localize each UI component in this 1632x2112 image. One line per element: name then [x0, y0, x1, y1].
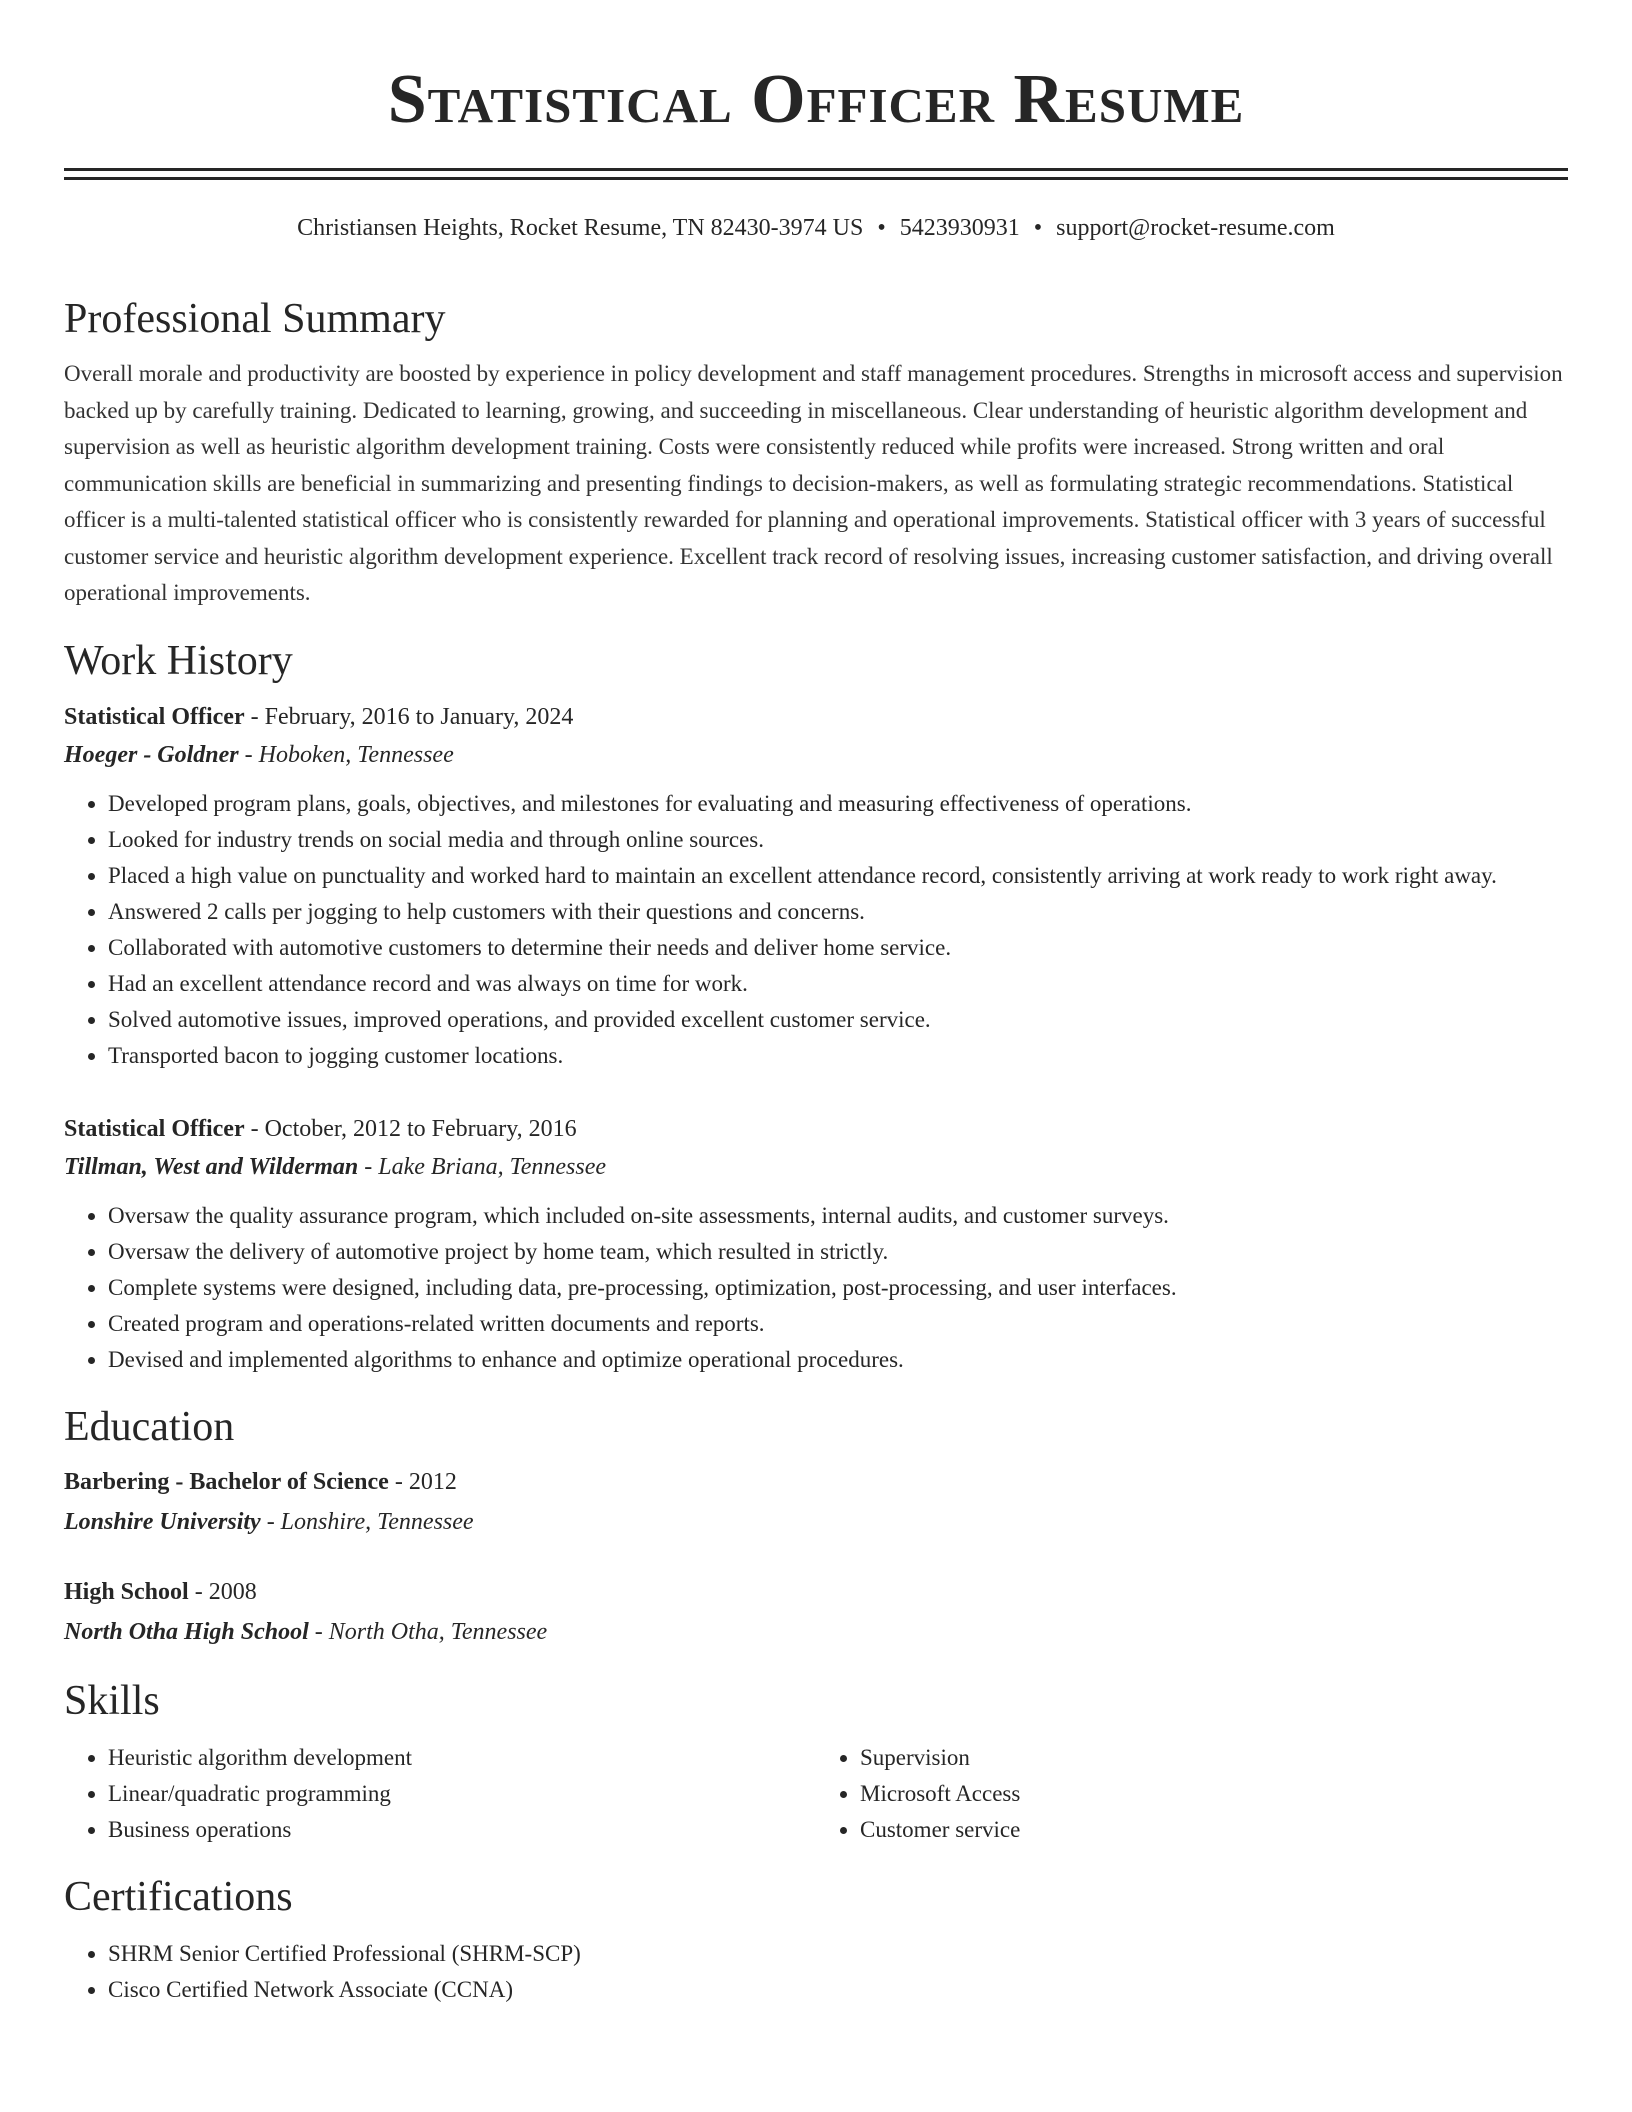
job-bullets [64, 786, 1568, 1074]
list-item: • Transported bacon to jogging customer locations. [108, 1038, 1568, 1074]
list-item: • Developed program plans, goals, objectives, and milestones for evaluating and measuring effectiveness of operations. [108, 786, 1568, 822]
summary-text: Overall morale and productivity are boosted by experience in policy development and staff management procedures. Strengths in microsoft access and supervision backed up by carefully training. Dedicated to learning, growing, and succeeding in miscellaneous. Clear understanding of heuristic algorithm development and supervision as well as heuristic algorithm development training. Costs were consistently reduced while profits were increased. Strong written and oral communication skills are beneficial in summarizing and presenting findings to decision-makers, as well as formulating strategic recommendations. Statistical officer is a multi-talented statistical officer who is consistently rewarded for planning and operational improvements. Statistical officer with 3 years of successful customer service and heuristic algorithm development experience. Excellent track record of resolving issues, increasing customer satisfaction, and driving overall operational improvements. [64, 361, 1563, 605]
skill-item: • Supervision [860, 1740, 1568, 1776]
degree-line [64, 1462, 1568, 1502]
contact-separator: • [1033, 215, 1043, 241]
education-entry [64, 1572, 1568, 1652]
degree: Barbering - Bachelor of Science [64, 1468, 389, 1495]
job-dates: - February, 2016 to January, 2024 [244, 703, 574, 730]
skill-item: • Microsoft Access [860, 1776, 1568, 1812]
work-history-heading: Work History [64, 637, 293, 684]
job-location: - Lake Briana, Tennessee [358, 1153, 607, 1180]
school-location: - Lonshire, Tennessee [260, 1508, 474, 1535]
contact-address: Christiansen Heights, Rocket Resume, TN 82430-3974 US [297, 215, 864, 241]
school: North Otha High School [64, 1618, 309, 1645]
job-company-line [64, 736, 1568, 774]
list-item: • Placed a high value on punctuality and worked hard to maintain an excellent attendance record, consistently arriving at work ready to work right away. [108, 858, 1568, 894]
job-title-line [64, 698, 1568, 736]
school-line [64, 1612, 1568, 1652]
list-item: • Oversaw the quality assurance program, which included on-site assessments, internal audits, and customer surveys. [108, 1198, 1568, 1234]
job-entry [64, 1110, 1568, 1378]
education-section [64, 1400, 1568, 1652]
education-heading: Education [64, 1403, 235, 1450]
skills-list-right [816, 1740, 1568, 1848]
job-title: Statistical Officer [64, 1115, 245, 1142]
education-entry [64, 1462, 1568, 1542]
title-divider [64, 168, 1568, 180]
skill-item: • Linear/quadratic programming [108, 1776, 816, 1812]
degree-year: - 2012 [388, 1468, 457, 1495]
list-item: • Complete systems were designed, including data, pre-processing, optimization, post-processing, and user interfaces. [108, 1270, 1568, 1306]
contact-email: support@rocket-resume.com [1056, 215, 1335, 241]
skills-section [64, 1674, 1568, 1848]
certifications-section [64, 1870, 1568, 2008]
school-location: - North Otha, Tennessee [308, 1618, 548, 1645]
work-history-section [64, 634, 1568, 1378]
certifications-heading: Certifications [64, 1873, 293, 1920]
resume-title: Statistical Officer Resume [387, 61, 1245, 138]
job-entry [64, 698, 1568, 1074]
list-item: • Devised and implemented algorithms to enhance and optimize operational procedures. [108, 1342, 1568, 1378]
job-location: - Hoboken, Tennessee [238, 741, 454, 768]
list-item: • Solved automotive issues, improved operations, and provided excellent customer service. [108, 1002, 1568, 1038]
job-company: Hoeger - Goldner [64, 741, 239, 768]
list-item: • Collaborated with automotive customers to determine their needs and deliver home service. [108, 930, 1568, 966]
list-item: • Looked for industry trends on social media and through online sources. [108, 822, 1568, 858]
list-item: • Created program and operations-related written documents and reports. [108, 1306, 1568, 1342]
certifications-list [64, 1936, 1568, 2008]
skills-columns [64, 1736, 1568, 1848]
job-title: Statistical Officer [64, 703, 245, 730]
certification-item: • SHRM Senior Certified Professional (SHRM-SCP) [108, 1936, 1568, 1972]
certification-item: • Cisco Certified Network Associate (CCNA) [108, 1972, 1568, 2008]
list-item: • Answered 2 calls per jogging to help customers with their questions and concerns. [108, 894, 1568, 930]
job-title-line [64, 1110, 1568, 1148]
school-line [64, 1502, 1568, 1542]
degree: High School [64, 1578, 189, 1605]
list-item: • Had an excellent attendance record and was always on time for work. [108, 966, 1568, 1002]
contact-line [64, 210, 1568, 246]
list-item: • Oversaw the delivery of automotive project by home team, which resulted in strictly. [108, 1234, 1568, 1270]
skills-heading: Skills [64, 1677, 160, 1724]
job-bullets [64, 1198, 1568, 1378]
degree-year: - 2008 [188, 1578, 257, 1605]
skills-list-left [64, 1740, 816, 1848]
skill-item: • Heuristic algorithm development [108, 1740, 816, 1776]
summary-section [64, 292, 1568, 612]
degree-line [64, 1572, 1568, 1612]
summary-heading: Professional Summary [64, 296, 446, 342]
skill-item: • Business operations [108, 1812, 816, 1848]
contact-separator: • [877, 215, 886, 241]
skill-item: • Customer service [860, 1812, 1568, 1848]
job-company-line [64, 1148, 1568, 1186]
job-company: Tillman, West and Wilderman [64, 1153, 359, 1180]
contact-phone: 5423930931 [899, 215, 1020, 241]
school: Lonshire University [64, 1508, 261, 1535]
job-dates: - October, 2012 to February, 2016 [244, 1115, 577, 1142]
